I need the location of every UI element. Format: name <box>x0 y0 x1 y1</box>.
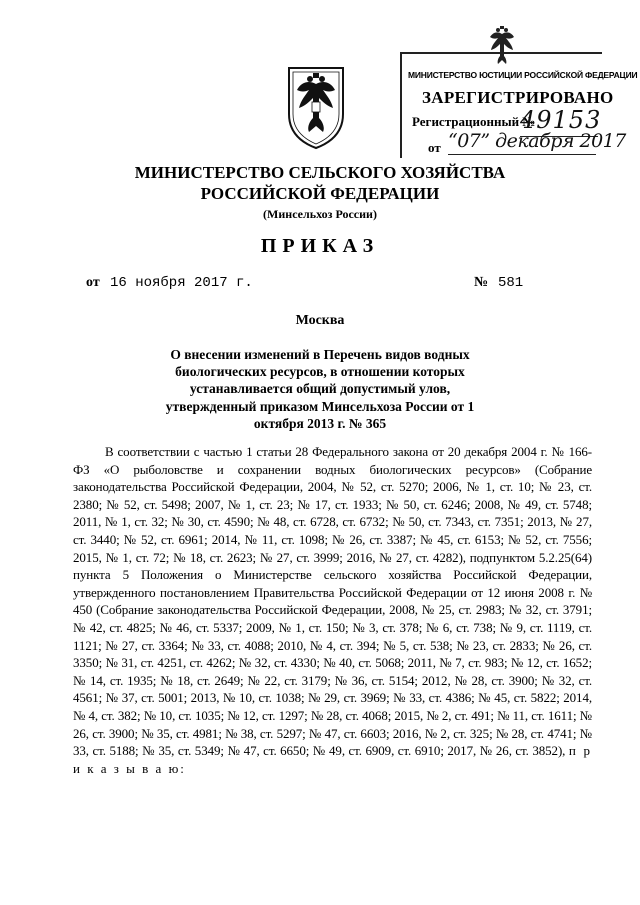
ministry-name-line2: РОССИЙСКОЙ ФЕДЕРАЦИИ <box>200 184 440 203</box>
russian-coat-of-arms-emblem <box>283 62 349 150</box>
document-type-title: ПРИКАЗ <box>260 235 380 257</box>
body-paragraph: В соответствии с частью 1 статьи 28 Федерального закона от 20 декабря 2004 г. № 166-ФЗ «О рыболовстве и сохранении водных биологических ресурсов» (Собрание законодательства Российской Федерации, 2004, № 52, ст. 5270; 2006, № 1, ст. 10; № 23, ст. 2380; № 52, ст. 5498; 2007, № 1, ст. 23; № 17, ст. 1933; № 50, ст. 6246; 2008, № 49, ст. 5748; 2011, № 1, ст. 32; № 30, ст. 4590; № 48, ст. 6728, ст. 6732; № 50, ст. 7343, ст. 7351; 2013, № 27, ст. 3440; № 52, ст. 6961; 2014, № 11, ст. 1098; № 26, ст. 3387; № 45, ст. 6153; № 52, ст. 7556; 2015, № 1, ст. 72; № 18, ст. 2623; № 27, ст. 3999; 2016, № 27, ст. 4282), подпунктом 5.2.25(64) пункта 5 Положения о Министерстве сельского хозяйства Российской Федерации, утвержденного постановлением Правительства Российской Федерации от 12 июня 2008 г. № 450 (Собрание законодательства Российской Федерации, 2008, № 25, ст. 2983; № 32, ст. 3791; № 42, ст. 4825; № 46, ст. 5337; 2009, № 1, ст. 150; № 3, ст. 378; № 6, ст. 738; № 9, ст. 1119, ст. 1121; № 27, ст. 3364; № 33, ст. 4088; 2010, № 4, ст. 394; № 5, ст. 538; № 23, ст. 2833; № 26, ст. 3350; № 31, ст. 4251, ст. 4262; № 32, ст. 4330; № 40, ст. 5068; 2011, № 7, ст. 983; № 12, ст. 1652; № 14, ст. 1935; № 18, ст. 2649; № 22, ст. 3179; № 36, ст. 5154; 2012, № 28, ст. 3900; № 32, ст. 4561; № 37, ст. 5001; 2013, № 10, ст. 1038; № 29, ст. 3969; № 33, ст. 4386; № 45, ст. 5822; 2014, № 4, ст. 382; № 10, ст. 1035; № 12, ст. 1297; № 28, ст. 4068; 2015, № 2, ст. 491; № 11, ст. 1611; № 26, ст. 3900; № 35, ст. 4981; № 38, ст. 5297; № 47, ст. 6603; 2016, № 2, ст. 325; № 28, ст. 4741; № 33, ст. 5188; № 35, ст. 5349; № 47, ст. 6650; № 49, ст. 6909, ст. 6910; 2017, № 26, ст. 3852), <box>73 444 592 759</box>
stamp-date-underline <box>448 154 596 155</box>
order-subject: О внесении изменений в Перечень видов водных биологических ресурсов, в отношении которых устанавливается общий допустимый улов, утвержденный приказом Минсельхоза России от 1 октября 2013 г. № 365 <box>165 347 475 431</box>
stamp-ministry-name: МИНИСТЕРСТВО ЮСТИЦИИ РОССИЙСКОЙ ФЕДЕРАЦИИ <box>408 70 638 80</box>
city-name: Москва <box>295 313 345 328</box>
stamp-emblem <box>483 24 521 70</box>
order-date-prefix: от <box>86 275 100 290</box>
ministry-name-line1: МИНИСТЕРСТВО СЕЛЬСКОГО ХОЗЯЙСТВА <box>134 163 506 182</box>
stamp-date-handwritten: “07” декабря 2017 <box>448 130 626 152</box>
order-number-prefix: № <box>474 275 489 290</box>
stamp-registered-label: ЗАРЕГИСТРИРОВАНО <box>422 88 614 107</box>
order-word: п р и к а з ы в а ю: <box>73 743 592 776</box>
order-body-text <box>73 443 592 777</box>
stamp-date-label: от <box>428 140 441 155</box>
stamp-reg-number-handwritten: 49153 <box>520 106 602 134</box>
order-number: 581 <box>498 275 524 291</box>
ministry-short-name: (Минсельхоз России) <box>263 207 377 221</box>
order-date: 16 ноября 2017 г. <box>110 275 253 291</box>
stamp-reg-number-label: Регистрационный № <box>412 114 536 129</box>
